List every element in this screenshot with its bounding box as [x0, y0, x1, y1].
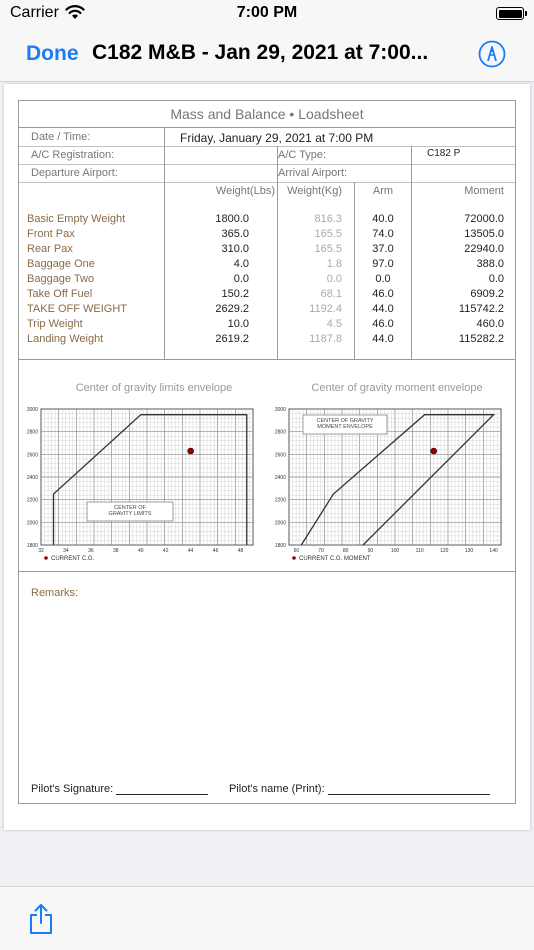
- envelope-annotation-text: CENTER OF GRAVITY: [316, 418, 374, 424]
- row-arm: 74.0: [372, 228, 394, 240]
- share-icon[interactable]: [28, 903, 54, 935]
- battery-icon: [496, 7, 524, 20]
- row-moment: 460.0: [476, 318, 504, 330]
- row-moment: 22940.0: [464, 243, 504, 255]
- row-arm: 97.0: [372, 258, 394, 270]
- x-tick-label: 120: [440, 548, 449, 554]
- document-title: C182 M&B - Jan 29, 2021 at 7:00...: [92, 41, 429, 64]
- row-moment: 0.0: [488, 273, 504, 285]
- cg-limits-chart: [19, 397, 267, 563]
- clock: 7:00 PM: [236, 4, 298, 21]
- cg-moment-chart: [267, 397, 515, 563]
- x-tick-label: 140: [489, 548, 498, 554]
- row-label: Rear Pax: [27, 243, 73, 255]
- pilot-signature-field: [31, 783, 208, 795]
- name-line: [328, 794, 490, 795]
- y-tick-label: 2200: [274, 497, 286, 504]
- x-tick-label: 90: [367, 548, 374, 554]
- row-label: Baggage One: [27, 258, 95, 270]
- column-header-weight-lbs: Weight(Lbs): [215, 185, 275, 197]
- row-label: Trip Weight: [27, 318, 83, 330]
- legend-marker: [292, 556, 296, 560]
- x-tick-label: 44: [187, 548, 194, 554]
- row-weight-lbs: 2619.2: [215, 333, 249, 345]
- row-label: Landing Weight: [27, 333, 104, 345]
- y-tick-label: 2400: [26, 475, 38, 481]
- row-weight-kg: 816.3: [314, 213, 342, 225]
- divider: [19, 359, 515, 360]
- x-tick-label: 34: [63, 548, 69, 554]
- row-weight-lbs: 150.2: [221, 288, 249, 300]
- navigation-bar: [0, 30, 534, 82]
- y-tick-label: 2000: [274, 520, 286, 527]
- y-tick-label: 2600: [26, 452, 38, 459]
- row-arm: 44.0: [372, 303, 394, 315]
- row-arm: 46.0: [372, 288, 394, 300]
- aircraft-type-value: C182 P: [427, 148, 461, 159]
- date-value: Friday, January 29, 2021 at 7:00 PM: [180, 131, 374, 145]
- loadsheet: [18, 100, 516, 804]
- x-tick-label: 48: [237, 548, 244, 554]
- row-weight-kg: 1.8: [326, 258, 342, 270]
- y-tick-label: 2000: [26, 520, 38, 527]
- done-button[interactable]: Done: [26, 42, 79, 65]
- pilot-signature-label: Pilot's Signature:: [31, 783, 114, 795]
- status-bar: [0, 0, 534, 30]
- arrival-label: Arrival Airport:: [278, 167, 348, 179]
- legend-label: CURRENT C.G. MOMENT: [299, 556, 371, 562]
- legend-marker: [44, 556, 48, 560]
- row-arm: 0.0: [375, 273, 391, 285]
- current-cg-point: [188, 448, 194, 454]
- remarks-label: Remarks:: [31, 587, 79, 599]
- date-label: Date / Time:: [31, 131, 91, 143]
- x-tick-label: 42: [162, 548, 169, 554]
- column-header-weight-kg: Weight(Kg): [287, 185, 342, 197]
- x-tick-label: 70: [318, 548, 324, 554]
- row-arm: 44.0: [372, 333, 394, 345]
- row-weight-kg: 165.5: [314, 228, 342, 240]
- row-weight-lbs: 1800.0: [215, 213, 249, 225]
- row-moment: 13505.0: [464, 228, 504, 240]
- divider: [19, 571, 515, 572]
- y-tick-label: 1800: [26, 543, 38, 549]
- row-label: Take Off Fuel: [27, 288, 93, 300]
- row-weight-kg: 68.1: [320, 288, 342, 300]
- row-arm: 40.0: [372, 213, 394, 225]
- carrier-label: Carrier: [10, 4, 59, 21]
- markup-pen-icon[interactable]: [478, 40, 506, 68]
- row-label: TAKE OFF WEIGHT: [27, 303, 128, 315]
- aircraft-type-label: A/C Type:: [278, 149, 327, 161]
- departure-label: Departure Airport:: [31, 167, 118, 179]
- pilot-name-label: Pilot's name (Print):: [229, 783, 325, 795]
- loadsheet-title: Mass and Balance • Loadsheet: [19, 101, 515, 128]
- registration-label: A/C Registration:: [31, 149, 115, 161]
- pilot-name-field: [229, 783, 490, 795]
- x-tick-label: 130: [464, 548, 474, 554]
- row-weight-kg: 165.5: [314, 243, 342, 255]
- bottom-toolbar: [0, 886, 534, 950]
- row-weight-lbs: 10.0: [227, 318, 249, 330]
- row-arm: 37.0: [372, 243, 394, 255]
- row-weight-kg: 1192.4: [309, 303, 342, 315]
- y-tick-label: 2200: [26, 497, 38, 504]
- cg-moment-chart-title: Center of gravity moment envelope: [311, 382, 483, 394]
- current-cg-point: [431, 448, 437, 454]
- envelope-annotation-text: MOMENT ENVELOPE: [317, 424, 373, 430]
- document-page[interactable]: [4, 84, 530, 830]
- cg-limits-chart-title: Center of gravity limits envelope: [75, 382, 233, 394]
- row-weight-kg: 1187.8: [309, 333, 342, 345]
- y-tick-label: 2800: [26, 429, 38, 436]
- y-tick-label: 1800: [274, 543, 286, 549]
- y-tick-label: 2800: [274, 429, 286, 436]
- column-header-moment: Moment: [464, 185, 504, 197]
- y-tick-label: 2400: [274, 475, 286, 481]
- x-tick-label: 100: [390, 548, 400, 554]
- divider: [19, 164, 515, 165]
- row-moment: 388.0: [476, 258, 504, 270]
- row-weight-lbs: 4.0: [233, 258, 249, 270]
- x-tick-label: 32: [38, 548, 44, 554]
- row-moment: 115742.2: [458, 303, 504, 315]
- divider: [19, 146, 515, 147]
- row-weight-kg: 0.0: [326, 273, 342, 285]
- x-tick-label: 38: [113, 548, 119, 554]
- row-weight-kg: 4.5: [326, 318, 342, 330]
- envelope-annotation-text: GRAVITY LIMITS: [108, 511, 152, 517]
- x-tick-label: 80: [342, 548, 349, 554]
- x-tick-label: 60: [293, 548, 300, 554]
- signature-line: [116, 794, 208, 795]
- row-weight-lbs: 0.0: [233, 273, 249, 285]
- row-weight-lbs: 310.0: [221, 243, 249, 255]
- envelope-annotation-text: CENTER OF: [114, 505, 146, 511]
- x-tick-label: 36: [88, 548, 94, 554]
- y-tick-label: 3000: [274, 407, 286, 413]
- row-weight-lbs: 365.0: [221, 228, 249, 240]
- column-header-arm: Arm: [372, 185, 394, 197]
- row-label: Basic Empty Weight: [27, 213, 126, 225]
- y-tick-label: 3000: [26, 407, 38, 413]
- divider: [19, 182, 515, 183]
- row-arm: 46.0: [372, 318, 394, 330]
- legend-label: CURRENT C.G.: [51, 556, 95, 562]
- row-moment: 115282.2: [458, 333, 504, 345]
- row-label: Front Pax: [27, 228, 75, 240]
- x-tick-label: 110: [415, 548, 424, 554]
- row-moment: 72000.0: [464, 213, 504, 225]
- x-tick-label: 46: [212, 548, 219, 554]
- x-tick-label: 40: [137, 548, 144, 554]
- row-weight-lbs: 2629.2: [215, 303, 249, 315]
- row-moment: 6909.2: [470, 288, 504, 300]
- y-tick-label: 2600: [274, 452, 286, 459]
- row-label: Baggage Two: [27, 273, 95, 285]
